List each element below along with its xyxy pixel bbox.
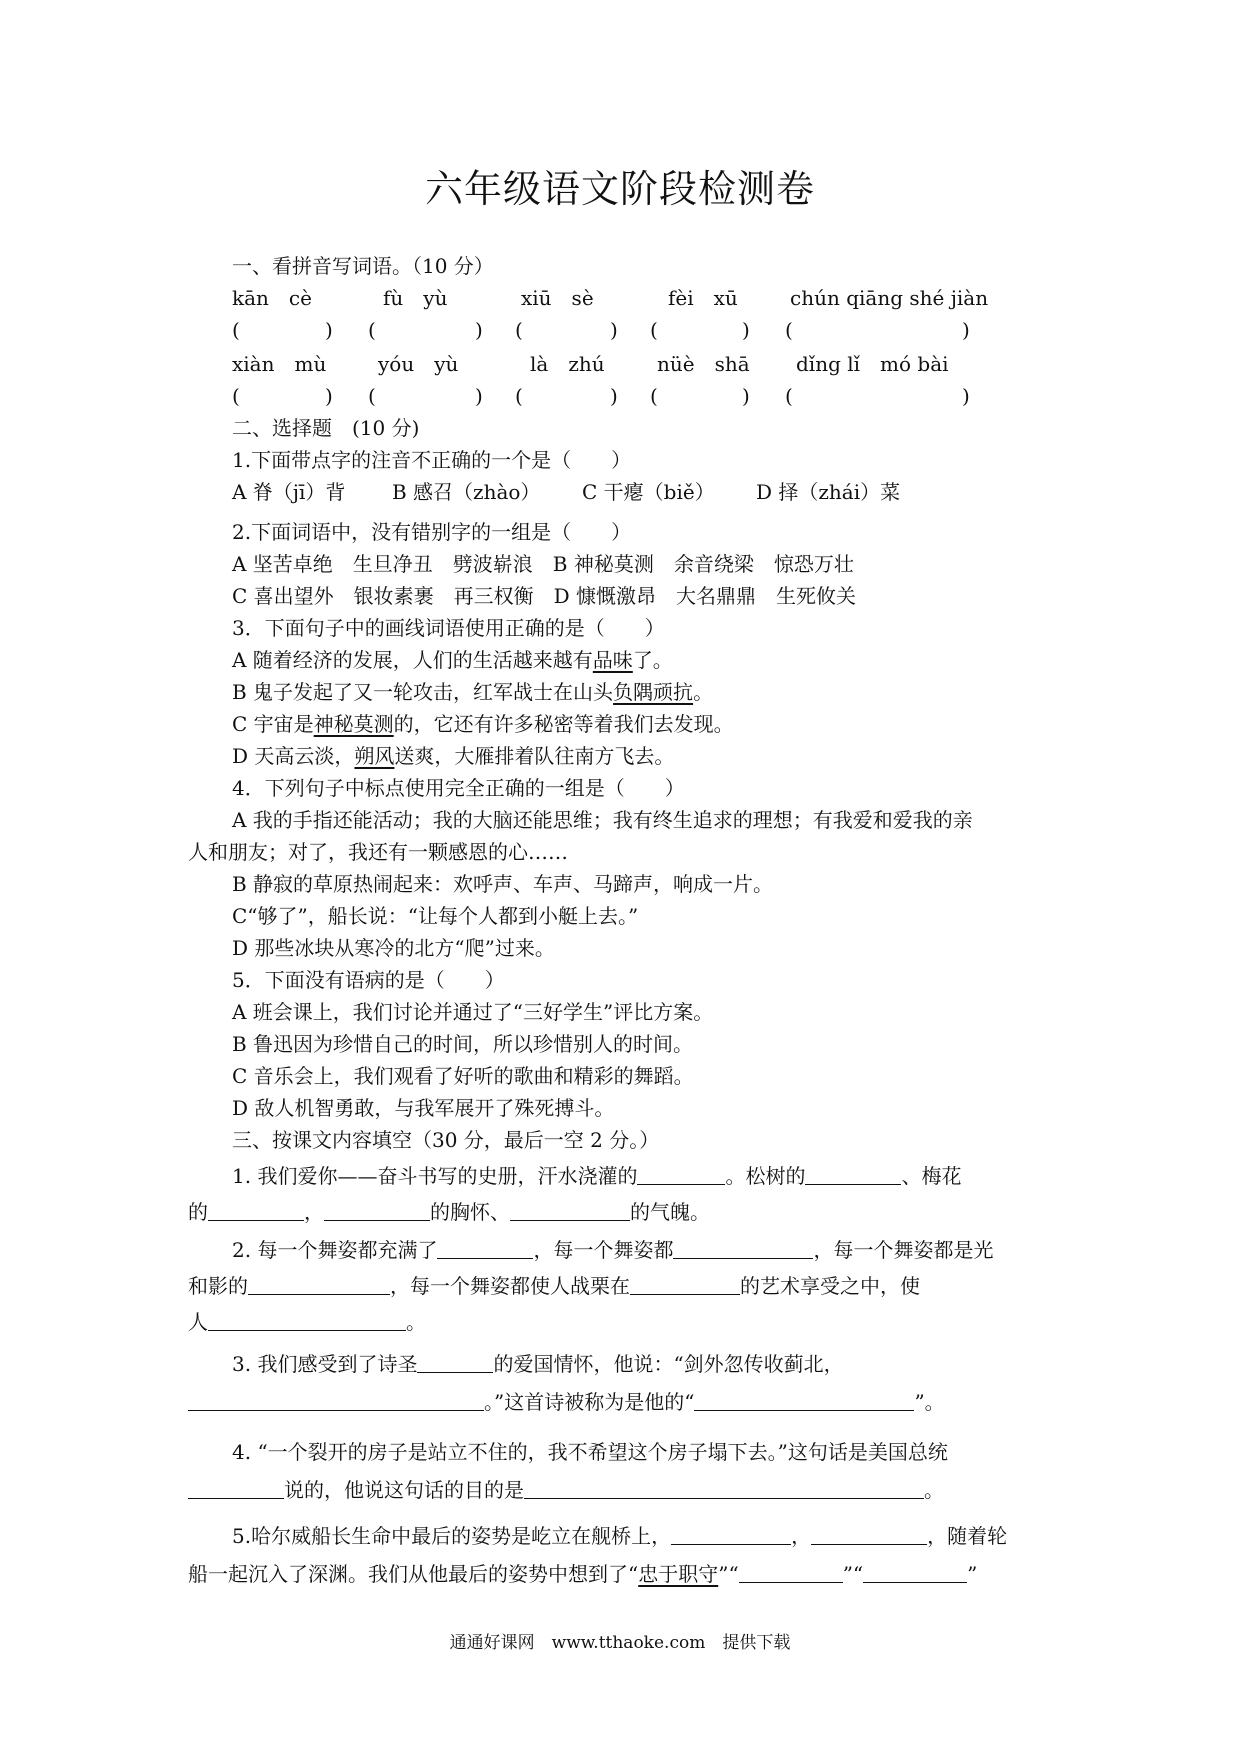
answer-paren-close: ) [610, 384, 618, 408]
answer-paren-open: ( [785, 384, 793, 408]
question-5: 5．下面没有语病的是（ ） [232, 968, 505, 992]
pinyin-1: kān cè [232, 286, 312, 310]
q1-option-a: A 脊（jī）背 [232, 480, 346, 504]
q4-option-b: B 静寂的草原热闹起来：欢呼声、车声、马蹄声，响成一片。 [232, 872, 774, 896]
section-3-heading: 三、按课文内容填空（30 分，最后一空 2 分。） [232, 1128, 660, 1152]
page-title: 六年级语文阶段检测卷 [424, 167, 815, 211]
q4-option-d: D 那些冰块从寒冷的北方“爬”过来。 [232, 936, 555, 960]
answer-paren-close: ) [962, 384, 970, 408]
question-1: 1.下面带点字的注音不正确的一个是（ ） [232, 448, 632, 472]
answer-blank[interactable] [248, 1274, 390, 1295]
answer-blank[interactable] [630, 1274, 740, 1295]
fill-3-line1: 3. 我们感受到了诗圣 的爱国情怀，他说：“剑外忽传收蓟北， [232, 1352, 844, 1376]
q5-option-b: B 鲁迅因为珍惜自己的时间，所以珍惜别人的时间。 [232, 1032, 694, 1056]
q1-option-c: C 干瘪（biě） [582, 480, 715, 504]
q3-option-d: D 天高云淡，朔风送爽，大雁排着队往南方飞去。 [232, 744, 675, 768]
answer-paren-close: ) [742, 318, 750, 342]
q1-option-d: D 择（zhái）菜 [756, 480, 901, 504]
answer-blank[interactable] [417, 1352, 493, 1373]
answer-blank[interactable] [637, 1164, 725, 1185]
pinyin-5: chún qiāng shé jiàn [790, 286, 989, 310]
q1-option-b: B 感召（zhào） [392, 480, 541, 504]
fill-4-line1: 4. “一个裂开的房子是站立不住的，我不希望这个房子塌下去。”这句话是美国总统 [232, 1440, 948, 1464]
answer-paren-close: ) [742, 384, 750, 408]
q5-option-d: D 敌人机智勇敢，与我军展开了殊死搏斗。 [232, 1096, 615, 1120]
q4-option-a-line2: 人和朋友；对了，我还有一颗感恩的心…… [188, 840, 568, 864]
pinyin-8: là zhú [530, 352, 605, 376]
pinyin-7: yóu yù [378, 352, 459, 376]
pinyin-2: fù yù [383, 286, 448, 310]
answer-paren-open: ( [650, 384, 658, 408]
answer-blank[interactable] [208, 1310, 406, 1331]
answer-blank[interactable] [863, 1562, 967, 1583]
fill-5-line2: 船一起沉入了深渊。我们从他最后的姿势中想到了“忠于职守”“ ”“ ” [188, 1562, 978, 1586]
fill-2-line2: 和影的 ，每一个舞姿都使人战栗在 的艺术享受之中，使 [188, 1274, 920, 1298]
question-2: 2.下面词语中，没有错别字的一组是（ ） [232, 520, 632, 544]
answer-blank[interactable] [437, 1238, 533, 1259]
q4-option-a-line1: A 我的手指还能活动；我的大脑还能思维；我有终生追求的理想；有我爱和爱我的亲 [232, 808, 973, 832]
answer-paren-close: ) [962, 318, 970, 342]
q3-option-b: B 鬼子发起了又一轮攻击，红军战士在山头负隅顽抗。 [232, 680, 714, 704]
answer-blank[interactable] [188, 1478, 284, 1499]
answer-paren-open: ( [232, 384, 240, 408]
q2-options-cd: C 喜出望外 银妆素裹 再三权衡 D 慷慨激昂 大名鼎鼎 生死攸关 [232, 584, 857, 608]
q5-option-c: C 音乐会上，我们观看了好听的歌曲和精彩的舞蹈。 [232, 1064, 694, 1088]
underlined-word: 神秘莫测 [313, 712, 394, 736]
q2-options-ab: A 坚苦卓绝 生旦净丑 劈波崭浪 B 神秘莫测 余音绕梁 惊恐万壮 [232, 552, 854, 576]
answer-paren-close: ) [475, 318, 483, 342]
pinyin-10: dǐng lǐ mó bài [796, 352, 949, 376]
answer-blank[interactable] [188, 1390, 484, 1411]
fill-1-line1: 1. 我们爱你——奋斗书写的史册，汗水浇灌的 。松树的 、梅花 [232, 1164, 962, 1188]
answer-blank[interactable] [671, 1524, 791, 1545]
answer-paren-open: ( [785, 318, 793, 342]
answer-blank[interactable] [510, 1200, 630, 1221]
section-1-heading: 一、看拼音写词语。（10 分） [232, 254, 494, 278]
answer-blank[interactable] [739, 1562, 843, 1583]
answer-paren-close: ) [475, 384, 483, 408]
answer-blank[interactable] [208, 1200, 304, 1221]
pinyin-6: xiàn mù [232, 352, 327, 376]
answer-blank[interactable] [673, 1238, 813, 1259]
q5-option-a: A 班会课上，我们讨论并通过了“三好学生”评比方案。 [232, 1000, 714, 1024]
pinyin-3: xiū sè [521, 286, 594, 310]
answer-paren-close: ) [325, 318, 333, 342]
answer-paren-open: ( [650, 318, 658, 342]
underlined-word: 负隅顽抗 [613, 680, 694, 704]
pinyin-9: nüè shā [657, 352, 750, 376]
fill-2-line1: 2. 每一个舞姿都充满了 ，每一个舞姿都 ，每一个舞姿都是光 [232, 1238, 994, 1262]
answer-paren-open: ( [232, 318, 240, 342]
section-2-heading: 二、选择题 (10 分) [232, 416, 420, 440]
question-4: 4．下列句子中标点使用完全正确的一组是（ ） [232, 776, 685, 800]
underlined-word: 朔风 [354, 744, 395, 768]
underlined-word: 品味 [592, 648, 633, 672]
fill-1-line2: 的 ， 的胸怀、 的气魄。 [188, 1200, 710, 1224]
question-3: 3．下面句子中的画线词语使用正确的是（ ） [232, 616, 665, 640]
fill-5-line1: 5.哈尔威船长生命中最后的姿势是屹立在舰桥上， ， ，随着轮 [232, 1524, 1008, 1548]
q3-option-a: A 随着经济的发展，人们的生活越来越有品味了。 [232, 648, 673, 672]
answer-paren-open: ( [368, 384, 376, 408]
answer-paren-open: ( [515, 318, 523, 342]
answer-paren-open: ( [515, 384, 523, 408]
answer-paren-close: ) [325, 384, 333, 408]
answer-blank[interactable] [811, 1524, 927, 1545]
answer-blank[interactable] [524, 1478, 924, 1499]
pinyin-4: fèi xū [668, 286, 738, 310]
page-footer: 通通好课网 www.tthaoke.com 提供下载 [449, 1633, 791, 1653]
answer-paren-close: ) [610, 318, 618, 342]
q3-option-c: C 宇宙是神秘莫测的，它还有许多秘密等着我们去发现。 [232, 712, 734, 736]
answer-blank[interactable] [694, 1390, 914, 1411]
fill-4-line2: 说的，他说这句话的目的是 。 [188, 1476, 944, 1504]
fill-2-line3: 人 。 [188, 1310, 426, 1334]
fill-3-line2: 。”这首诗被称为是他的“ ”。 [188, 1388, 945, 1416]
q4-option-c: C“够了”，船长说：“让每个人都到小艇上去。” [232, 904, 639, 928]
answer-blank[interactable] [324, 1200, 430, 1221]
answer-paren-open: ( [368, 318, 376, 342]
answer-blank[interactable] [805, 1164, 901, 1185]
underlined-word: 忠于职守 [638, 1562, 719, 1586]
